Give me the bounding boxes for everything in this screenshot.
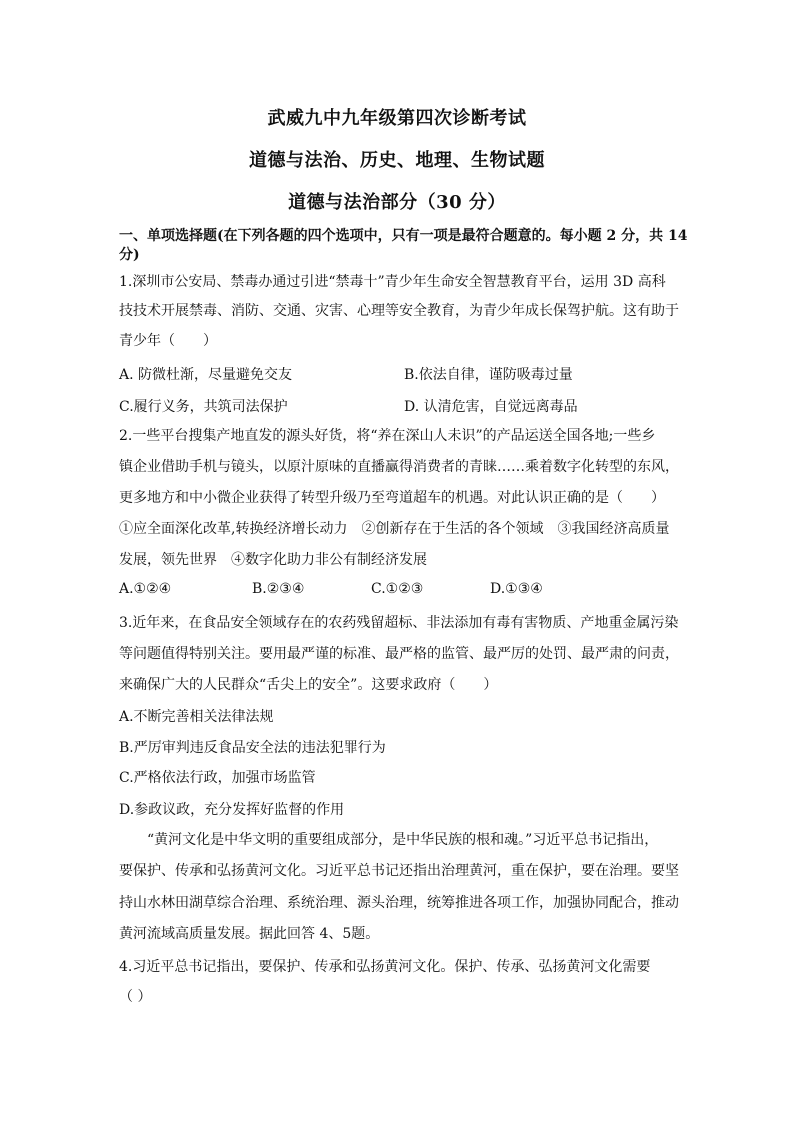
q2-statements-line1: ①应全面深化改革,转换经济增长动力 ②创新存在于生活的各个领域 ③我国经济高质量 <box>119 521 670 537</box>
subject-title: 道德与法治、历史、地理、生物试题 <box>249 150 545 171</box>
material-line2: 要保护、传承和弘扬黄河文化。习近平总书记还指出治理黄河，重在保护，要在治理。要坚 <box>119 863 679 879</box>
section-heading: 一、单项选择题(在下列各题的四个选项中，只有一项是最符合题意的。每小题 2 分，共 14 <box>119 228 688 244</box>
q1-stem-line1: 1.深圳市公安局、禁毒办通过引进“禁毒十”青少年生命安全智慧教育平台，运用 3D 高科 <box>119 274 666 290</box>
material-line3: 持山水林田湖草综合治理、系统治理、源头治理，统筹推进各项工作，加强协同配合，推动 <box>119 895 679 911</box>
q1-option-d: D. 认清危害，自觉远离毒品 <box>404 399 578 415</box>
q2-stem-line1: 2.一些平台搜集产地直发的源头好货，将“养在深山人未识”的产品运送全国各地;一些乡 <box>119 428 656 444</box>
q2-option-c: C.①②③ <box>371 581 424 597</box>
section-heading-cont: 分) <box>119 247 140 263</box>
q1-option-b: B.依法自律，谨防吸毒过量 <box>404 367 573 383</box>
q2-option-a: A.①②④ <box>119 581 172 597</box>
q3-option-d: D.参政议政，充分发挥好监督的作用 <box>119 802 345 818</box>
material-line1: “黄河文化是中华文明的重要组成部分，是中华民族的根和魂。”习近平总书记指出， <box>147 832 659 848</box>
q3-option-b: B.严厉审判违反食品安全法的违法犯罪行为 <box>119 740 386 756</box>
q1-stem-line3: 青少年（ ） <box>119 333 217 349</box>
q4-stem-line1: 4.习近平总书记指出，要保护、传承和弘扬黄河文化。保护、传承、弘扬黄河文化需要 <box>119 959 651 975</box>
q1-option-c: C.履行义务，共筑司法保护 <box>119 399 288 415</box>
q2-option-d: D.①③④ <box>490 581 543 597</box>
q3-stem-line2: 等问题值得特别关注。要用最严谨的标准、最严格的监管、最严厉的处罚、最严肃的问责， <box>119 646 679 662</box>
q1-stem-line2: 技技术开展禁毒、消防、交通、灾害、心理等安全教育，为青少年成长保驾护航。这有助于 <box>119 303 679 319</box>
q3-stem-line3: 来确保广大的人民群众“舌尖上的安全”。这要求政府（ ） <box>119 677 498 693</box>
q4-stem-line2: （ ） <box>119 989 152 1005</box>
material-line4: 黄河流域高质量发展。据此回答 4、5题。 <box>119 926 380 942</box>
q3-stem-line1: 3.近年来，在食品安全领域存在的农药残留超标、非法添加有毒有害物质、产地重金属污染 <box>119 615 679 631</box>
q1-option-a: A. 防微杜渐，尽量避免交友 <box>119 367 293 383</box>
part-title: 道德与法治部分（30 分） <box>288 192 506 213</box>
q2-stem-line2: 镇企业借助手机与镜头，以原汁原味的直播赢得消费者的青睐……乘着数字化转型的东风， <box>119 459 679 475</box>
q3-option-c: C.严格依法行政，加强市场监管 <box>119 770 316 786</box>
exam-title: 武威九中九年级第四次诊断考试 <box>267 108 527 129</box>
q3-option-a: A.不断完善相关法律法规 <box>119 709 274 725</box>
q2-stem-line3: 更多地方和中小微企业获得了转型升级乃至弯道超车的机遇。对此认识正确的是（ ） <box>119 490 665 506</box>
q2-option-b: B.②③④ <box>252 581 305 597</box>
q2-statements-line2: 发展，领先世界 ④数字化助力非公有制经济发展 <box>119 552 427 568</box>
